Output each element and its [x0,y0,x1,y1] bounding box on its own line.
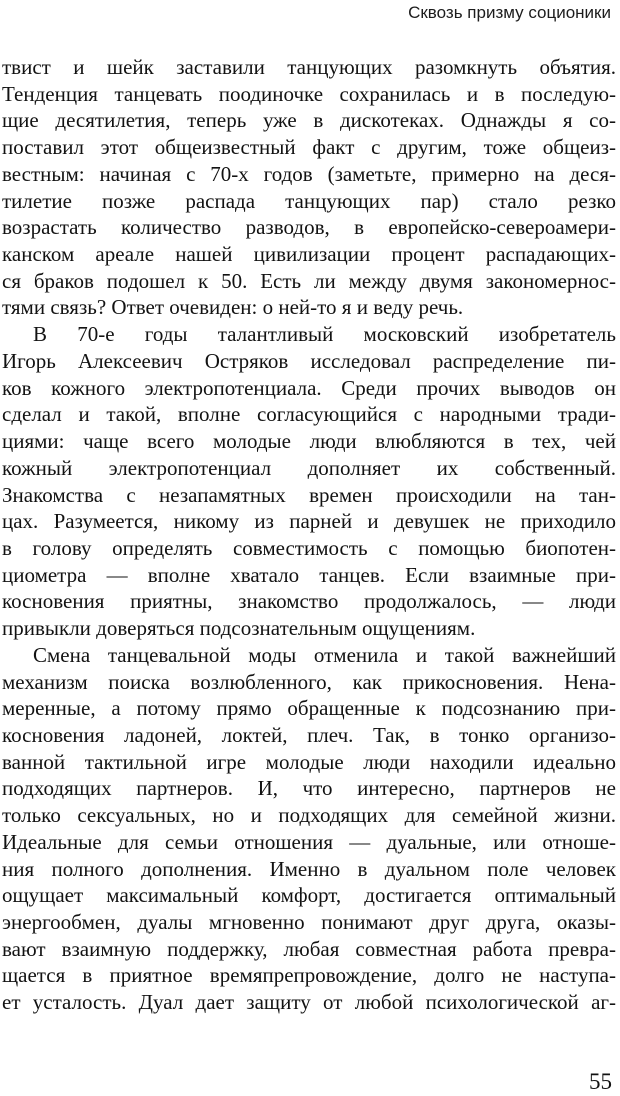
text-line: ощущает максимальный комфорт, достигается оптимальный [2,883,616,908]
text-line: цах. Разумеется, никому из парней и девушек не приходило [2,509,616,534]
text-line: Знакомства с незапамятных времен происходили на тан- [2,482,616,507]
text-line: вестным: начиная с 70-х годов (заметьте, примерно на деся- [2,161,616,186]
text-line: косновения ладоней, локтей, плеч. Так, в тонко организо- [2,722,616,747]
text-line: ков кожного электропотенциала. Среди прочих выводов он [2,375,616,400]
text-line: циометра — вполне хватало танцев. Если взаимные при- [2,562,616,587]
page-number: 55 [589,1069,612,1094]
text-line: щие десятилетия, теперь уже в дискотеках. Однажды я со- [2,108,616,133]
text-line: Тенденция танцевать поодиночке сохранилась и в последую- [2,81,616,106]
text-line: канском ареале нашей цивилизации процент распадающих- [2,242,616,267]
text-line: возрастать количество разводов, в европейско-североамери- [2,215,616,240]
text-line: только сексуальных, но и подходящих для семейной жизни. [2,803,616,828]
text-line: ния полного дополнения. Именно в дуальном поле человек [2,856,616,881]
text-line: косновения приятны, знакомство продолжалось, — люди [2,589,616,614]
text-line: циями: чаще всего молодые люди влюбляются в тех, чей [2,429,616,454]
text-line: Идеальные для семьи отношения — дуальные, или отноше- [2,829,616,854]
text-line: энергообмен, дуалы мгновенно понимают друг друга, оказы- [2,910,616,934]
running-title: Сквозь призму соционики [408,3,611,22]
text-line: тями связь? Ответ очевиден: о ней-то я и веду речь. [2,295,464,320]
text-line: привыкли доверяться подсознательным ощущениям. [2,616,476,641]
text-line: щается в приятное времяпрепровождение, долго не наступа- [2,963,616,988]
text-line: ся браков подошел к 50. Есть ли между двумя закономернос- [2,268,616,293]
text-line: тилетие позже распада танцующих пар) стало резко [2,188,616,213]
text-line: твист и шейк заставили танцующих разомкнуть объятия. [2,55,616,79]
text-line: сделал и такой, вполне согласующийся с народными тради- [2,402,616,427]
text-line: поставил этот общеизвестный факт с другим, тоже общеиз- [2,135,616,160]
text-line: Смена танцевальной моды отменила и такой важнейший [33,642,616,667]
body-text [2,54,616,1016]
text-line: В 70-е годы талантливый московский изобретатель [33,322,616,347]
text-line: Игорь Алексеевич Остряков исследовал распределение пи- [2,348,616,373]
text-line: меренные, а потому прямо обращенные к подсознанию при- [2,696,616,721]
text-line: механизм поиска возлюбленного, как прикосновения. Нена- [2,669,616,694]
text-line: ванной тактильной игре молодые люди находили идеально [2,749,616,774]
text-line: кожный электропотенциал дополняет их собственный. [2,455,616,480]
text-line: ет усталость. Дуал дает защиту от любой психологической аг- [2,990,616,1015]
text-line: в голову определять совместимость с помощью биопотен- [2,535,616,560]
text-line: подходящих партнеров. И, что интересно, партнеров не [2,776,616,801]
text-line: вают взаимную поддержку, любая совместная работа превра- [2,936,616,961]
